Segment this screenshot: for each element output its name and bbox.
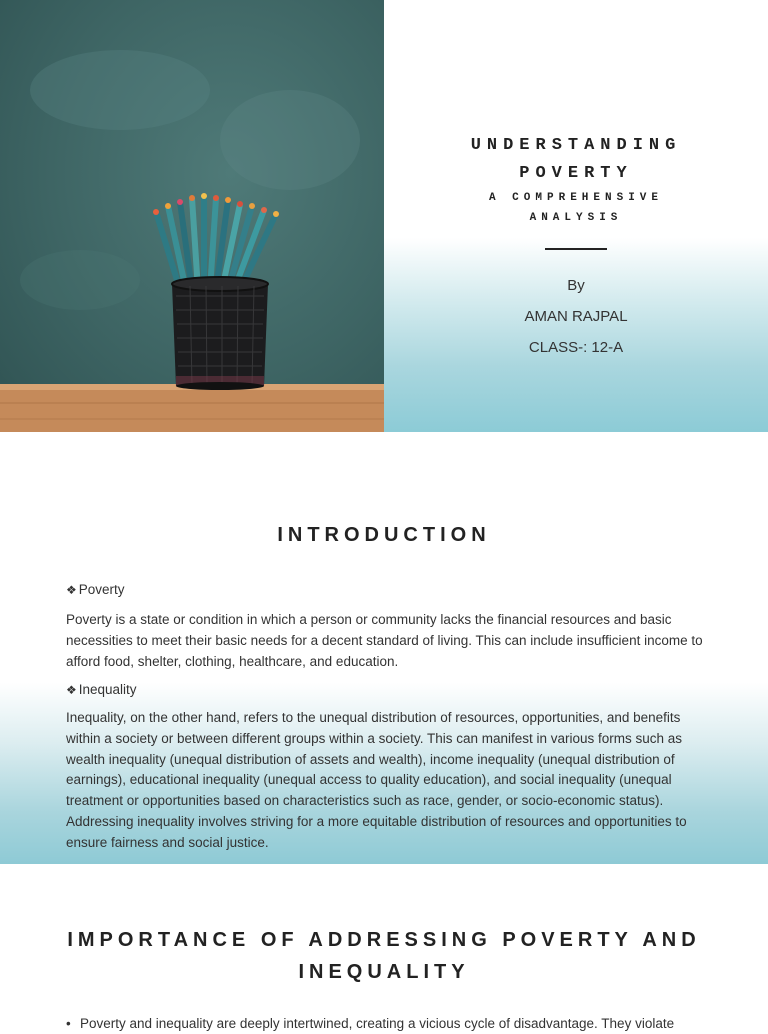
bullet-dot-icon: • xyxy=(66,1016,71,1031)
importance-bullet xyxy=(66,1014,706,1034)
pencil-cup-photo xyxy=(0,0,384,432)
inequality-bullet xyxy=(66,680,706,700)
subtitle-line2: ANALYSIS xyxy=(529,212,623,224)
diamond-bullet-icon: ❖ xyxy=(66,582,77,597)
class-label: CLASS-: 12-A xyxy=(528,339,624,356)
byline xyxy=(384,270,768,363)
inequality-paragraph-wrap xyxy=(66,708,706,854)
main-title xyxy=(384,132,768,188)
pencil-cup-illustration xyxy=(0,0,384,432)
poverty-bullet xyxy=(66,580,706,600)
subtitle xyxy=(384,188,768,228)
diamond-bullet-icon: ❖ xyxy=(66,682,77,697)
title-slide xyxy=(0,0,768,432)
main-title-line2: POVERTY xyxy=(519,164,633,183)
inequality-paragraph: Inequality, on the other hand, refers to the unequal distribution of resources, opportunities, and benefits within a society or between different groups within a society. This can manifest in various forms such as wealth inequality (unequal distribution of assets and wealth), income inequality (unequal distribution of earnings), educational inequality (unequal access to quality education), and social inequality (unequal treatment or opportunities based on characteristics such as race, gender, or socio-economic status). Addressing inequality involves striving for a more equitable distribution of resources and opportunities to ensure fairness and social justice. xyxy=(66,710,687,850)
introduction-heading: INTRODUCTION xyxy=(277,524,491,546)
inequality-section xyxy=(66,680,706,700)
inequality-label: Inequality xyxy=(78,681,137,697)
importance-heading-line2: INEQUALITY xyxy=(298,961,470,983)
poverty-section xyxy=(66,580,706,600)
title-panel xyxy=(384,0,768,432)
importance-bullet-text: Poverty and inequality are deeply intertwined, creating a vicious cycle of disadvantage. They violate xyxy=(80,1016,675,1031)
subtitle-line1: A COMPREHENSIVE xyxy=(488,192,664,204)
title-divider xyxy=(545,248,607,250)
importance-slide xyxy=(0,864,768,1031)
main-title-line1: UNDERSTANDING xyxy=(470,136,682,155)
importance-heading-line1: IMPORTANCE OF ADDRESSING POVERTY AND xyxy=(67,929,701,951)
poverty-paragraph-wrap xyxy=(66,610,706,672)
by-label: By xyxy=(567,277,585,294)
introduction-slide xyxy=(0,432,768,864)
poverty-paragraph: Poverty is a state or condition in which a person or community lacks the financial resources and basic necessities to meet their basic needs for a decent standard of living. This can include insufficient income to afford food, shelter, clothing, healthcare, and education. xyxy=(66,612,703,669)
poverty-label: Poverty xyxy=(78,581,125,597)
author-name: AMAN RAJPAL xyxy=(524,308,628,325)
importance-heading xyxy=(0,924,768,988)
